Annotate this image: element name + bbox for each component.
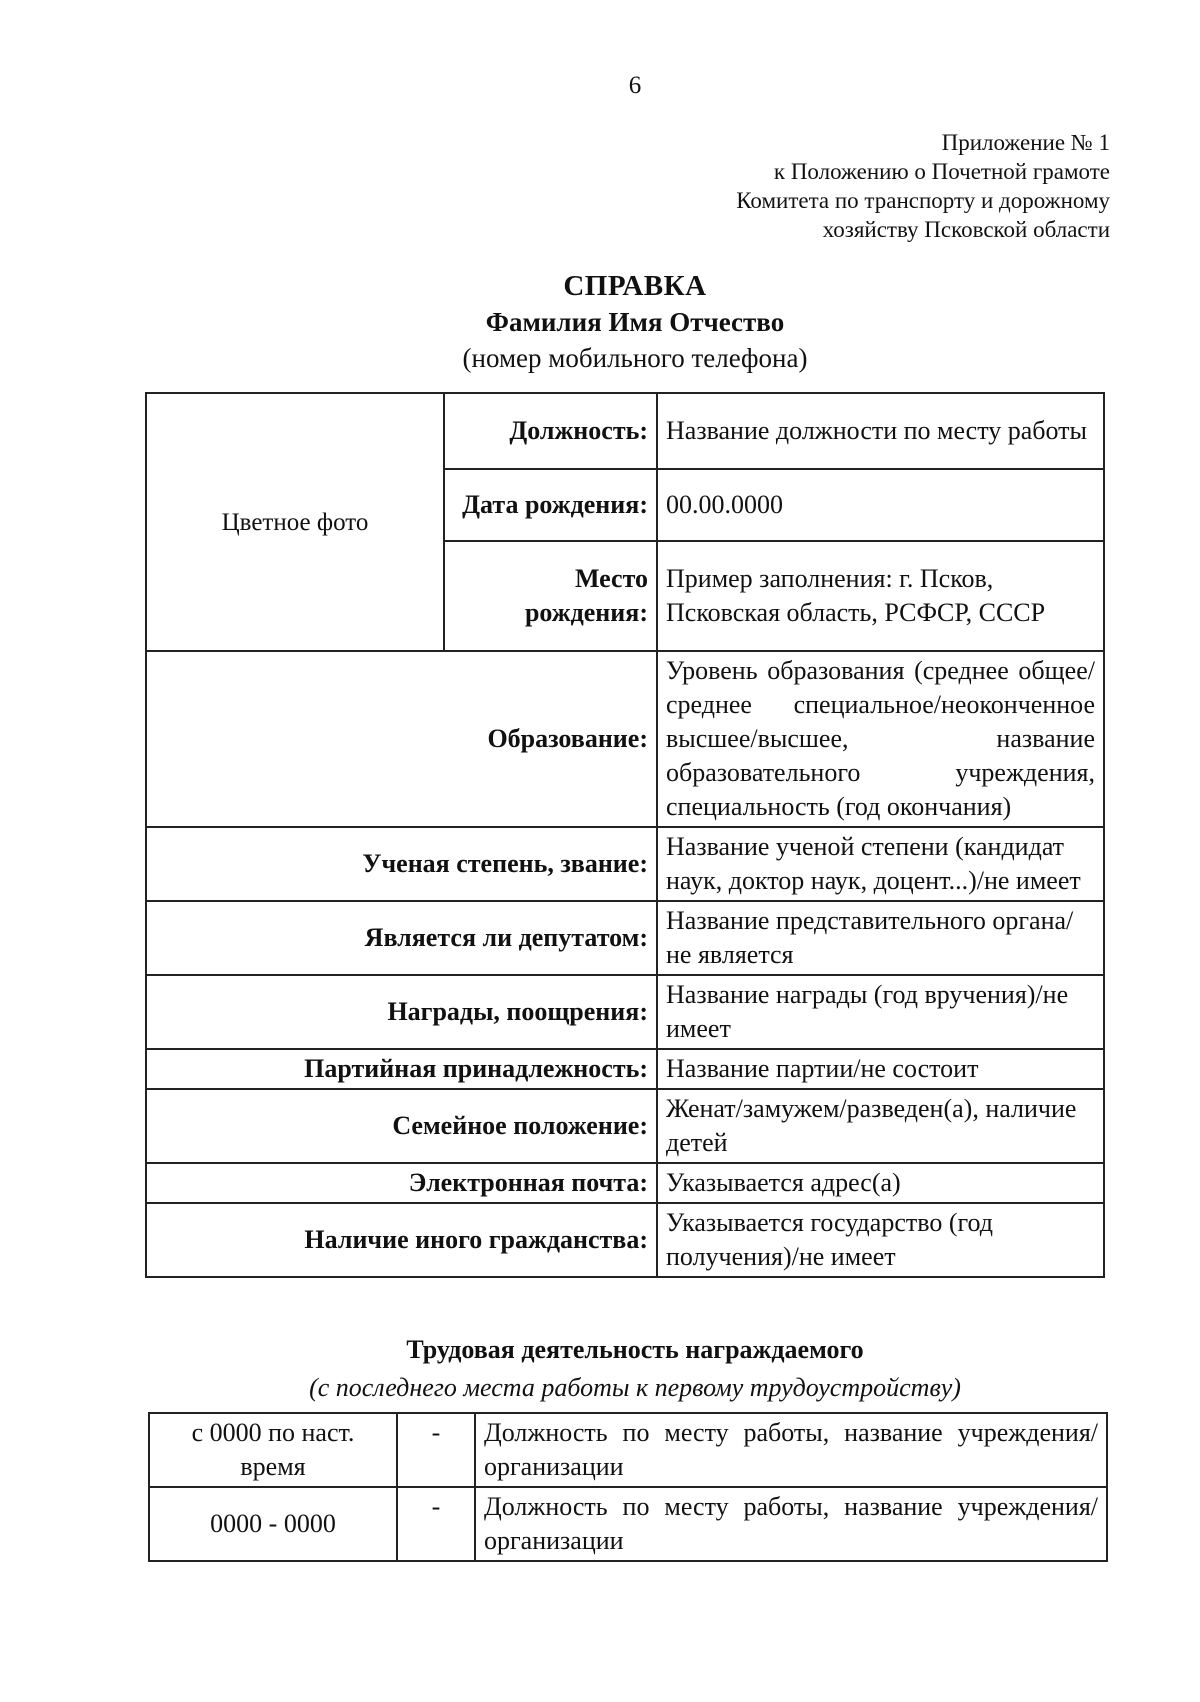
party-label: Партийная принадлежность:	[146, 1049, 657, 1089]
work-description: Должность по месту работы, название учреждения/организации	[475, 1413, 1107, 1487]
work-section-title: Трудовая деятельность награждаемого	[406, 1335, 864, 1364]
deputy-label: Является ли депутатом:	[146, 901, 657, 975]
table-row	[149, 1487, 1107, 1561]
phone-note: (номер мобильного телефона)	[462, 343, 808, 373]
education-label: Образование:	[146, 651, 657, 827]
birth-date-value: 00.00.0000	[657, 469, 1104, 541]
work-history-table	[148, 1412, 1108, 1562]
appendix-line: к Положению о Почетной грамоте	[773, 159, 1110, 184]
degree-label: Ученая степень, звание:	[146, 827, 657, 901]
document-subtitle: Фамилия Имя Отчество	[485, 307, 785, 337]
email-value: Указывается адрес(а)	[657, 1163, 1104, 1203]
work-period: с 0000 по наст. время	[149, 1413, 397, 1487]
table-row	[146, 1163, 1104, 1203]
birth-date-label: Дата рождения:	[444, 469, 657, 541]
document-heading	[0, 268, 1200, 376]
education-value: Уровень образования (среднее общее/среднее специальное/неоконченное высшее/высшее, название образовательного учреждения, специальность (год окончания)	[657, 651, 1104, 827]
position-label: Должность:	[444, 393, 657, 469]
table-row	[146, 393, 1104, 469]
work-period: 0000 - 0000	[149, 1487, 397, 1561]
party-value: Название партии/не состоит	[657, 1049, 1104, 1089]
appendix-note	[736, 128, 1110, 244]
work-section-heading	[0, 1331, 1200, 1407]
awards-value: Название награды (год вручения)/не имеет	[657, 975, 1104, 1049]
work-dash: -	[397, 1413, 475, 1487]
appendix-line: Комитета по транспорту и дорожному	[736, 188, 1110, 213]
table-row	[146, 1203, 1104, 1277]
birth-place-value: Пример заполнения: г. Псков, Псковская область, РСФСР, СССР	[657, 541, 1104, 651]
birth-place-label: Место рождения:	[444, 541, 657, 651]
table-row	[149, 1413, 1107, 1487]
deputy-value: Название представительного органа/не является	[657, 901, 1104, 975]
position-value: Название должности по месту работы	[657, 393, 1104, 469]
table-row	[146, 651, 1104, 827]
document-title: СПРАВКА	[563, 270, 707, 302]
table-row	[146, 1049, 1104, 1089]
table-row	[146, 975, 1104, 1049]
work-description: Должность по месту работы, название учреждения/организации	[475, 1487, 1107, 1561]
table-row	[146, 827, 1104, 901]
family-label: Семейное положение:	[146, 1089, 657, 1163]
personal-info-table	[145, 392, 1105, 1278]
family-value: Женат/замужем/разведен(а), наличие детей	[657, 1089, 1104, 1163]
appendix-line: хозяйству Псковской области	[822, 217, 1110, 242]
page-number: 6	[628, 72, 642, 99]
table-row	[146, 1089, 1104, 1163]
work-dash: -	[397, 1487, 475, 1561]
degree-value: Название ученой степени (кандидат наук, доктор наук, доцент...)/не имеет	[657, 827, 1104, 901]
email-label: Электронная почта:	[146, 1163, 657, 1203]
appendix-line: Приложение № 1	[941, 130, 1110, 155]
table-row	[146, 901, 1104, 975]
citizenship-value: Указывается государство (год получения)/не имеет	[657, 1203, 1104, 1277]
citizenship-label: Наличие иного гражданства:	[146, 1203, 657, 1277]
work-section-subtitle: (с последнего места работы к первому трудоустройству)	[309, 1373, 961, 1402]
photo-placeholder: Цветное фото	[146, 393, 444, 651]
awards-label: Награды, поощрения:	[146, 975, 657, 1049]
